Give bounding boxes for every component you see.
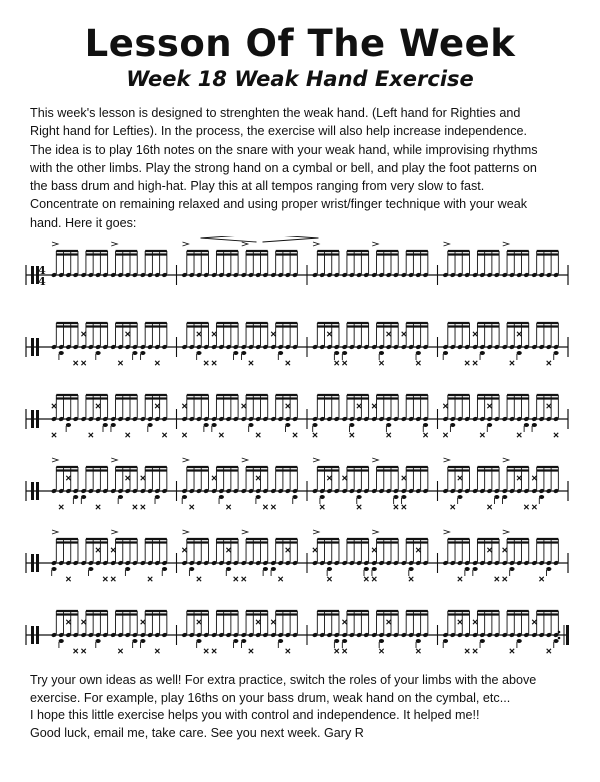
accent-mark (111, 458, 117, 462)
bass-drum-note (95, 351, 100, 355)
intro-line: Right hand for Lefties). In the process, the exercise will also help increase independence. (30, 124, 528, 139)
bass-drum-note (379, 639, 384, 643)
accent-mark (183, 458, 189, 462)
bass-drum-note (233, 639, 238, 643)
bass-drum-note (401, 495, 406, 499)
page-subtitle: Week 18 Weak Hand Exercise (126, 67, 474, 91)
bass-drum-note (59, 351, 64, 355)
bass-drum-note (292, 495, 297, 499)
intro-line: The idea is to play 16th notes on the snare with your weak hand, while improvising rhythms (30, 142, 538, 157)
closing-line: exercise. For example, play 16ths on your bass drum, weak hand on the cymbal, etc... (30, 690, 511, 705)
bass-drum-note (59, 639, 64, 643)
bass-drum-note (502, 495, 507, 499)
accent-mark (444, 458, 450, 462)
time-signature-bottom: 4 (38, 275, 46, 288)
page-title: Lesson Of The Week (84, 22, 516, 65)
bass-drum-note (103, 423, 108, 427)
bass-drum-note (487, 423, 492, 427)
bass-drum-note (95, 639, 100, 643)
bass-drum-note (457, 495, 462, 499)
percussion-clef (31, 554, 34, 572)
bass-drum-note (342, 639, 347, 643)
bass-drum-note (416, 351, 421, 355)
bass-drum-note (473, 567, 478, 571)
bass-drum-note (480, 351, 485, 355)
accent-mark (242, 458, 248, 462)
accent-mark (444, 530, 450, 534)
time-signature-top: 4 (38, 264, 46, 277)
accent-mark (372, 242, 378, 246)
percussion-clef (36, 482, 39, 500)
bass-drum-note (320, 495, 325, 499)
accent-mark (52, 242, 58, 246)
accent-mark (52, 458, 58, 462)
accent-mark (313, 458, 319, 462)
percussion-clef (36, 410, 39, 428)
bass-drum-note (256, 495, 261, 499)
accent-mark (503, 458, 509, 462)
intro-paragraph (30, 104, 578, 232)
bass-drum-note (517, 639, 522, 643)
bass-drum-note (480, 639, 485, 643)
bass-drum-note (81, 495, 86, 499)
bass-drum-note (327, 567, 332, 571)
bass-drum-note (539, 495, 544, 499)
percussion-clef (36, 626, 39, 644)
percussion-clef (31, 338, 34, 356)
accent-mark (503, 242, 509, 246)
bass-drum-note (443, 351, 448, 355)
bass-drum-note (553, 639, 558, 643)
intro-line: with the other limbs. Play the strong hand on a cymbal or bell, and play the foot patterns on (30, 160, 537, 175)
accent-mark (183, 242, 189, 246)
bass-drum-note (51, 567, 56, 571)
closing-line: Good luck, email me, take care. See you next week. Gary R (30, 725, 364, 740)
bass-drum-note (517, 351, 522, 355)
accent-mark (444, 242, 450, 246)
bass-drum-note (465, 567, 470, 571)
bass-drum-note (204, 423, 209, 427)
drum-notation (0, 236, 600, 661)
bass-drum-note (212, 423, 217, 427)
bass-drum-note (132, 639, 137, 643)
accent-mark (372, 530, 378, 534)
decrescendo-hairpin (263, 236, 319, 242)
intro-line: Concentrate on remaining relaxed and using proper wrist/finger technique with your weak (30, 197, 528, 212)
bass-drum-note (125, 567, 130, 571)
bass-drum-note (532, 423, 537, 427)
intro-line: This week's lesson is designed to strenghten the weak hand. (Left hand for Righties and (30, 106, 521, 120)
repeat-dot (558, 637, 561, 640)
percussion-clef (31, 266, 34, 284)
bass-drum-note (450, 423, 455, 427)
intro-line: the bass drum and high-hat. Play this at all tempos ranging from very slow to fast. (30, 179, 485, 194)
accent-mark (52, 530, 58, 534)
accent-mark (183, 530, 189, 534)
percussion-clef (31, 626, 34, 644)
bass-drum-note (241, 351, 246, 355)
bass-drum-note (342, 351, 347, 355)
accent-mark (111, 242, 117, 246)
bass-drum-note (386, 423, 391, 427)
bass-drum-note (140, 351, 145, 355)
bass-drum-note (334, 351, 339, 355)
bass-drum-note (226, 567, 231, 571)
bass-drum-note (73, 495, 78, 499)
crescendo-hairpin (201, 236, 257, 242)
bass-drum-note (553, 351, 558, 355)
bass-drum-note (271, 567, 276, 571)
bass-drum-note (155, 495, 160, 499)
bass-drum-note (196, 639, 201, 643)
bass-drum-note (409, 567, 414, 571)
bass-drum-note (278, 639, 283, 643)
accent-mark (372, 458, 378, 462)
accent-mark (111, 530, 117, 534)
bass-drum-note (393, 495, 398, 499)
closing-paragraph (30, 672, 590, 742)
bass-drum-note (248, 423, 253, 427)
bass-drum-note (334, 639, 339, 643)
percussion-clef (36, 554, 39, 572)
accent-mark (313, 530, 319, 534)
percussion-clef (36, 338, 39, 356)
bass-drum-note (132, 351, 137, 355)
bass-drum-note (148, 423, 153, 427)
bass-drum-note (416, 639, 421, 643)
bass-drum-note (509, 567, 514, 571)
final-barline (566, 625, 569, 645)
bass-drum-note (278, 351, 283, 355)
intro-line: hand. Here it goes: (30, 215, 137, 230)
bass-drum-note (88, 567, 93, 571)
bass-drum-note (140, 639, 145, 643)
bass-drum-note (196, 351, 201, 355)
bass-drum-note (233, 351, 238, 355)
bass-drum-note (66, 423, 71, 427)
bass-drum-note (219, 495, 224, 499)
bass-drum-note (372, 567, 377, 571)
bass-drum-note (379, 351, 384, 355)
accent-mark (242, 242, 248, 246)
bass-drum-note (241, 639, 246, 643)
bass-drum-note (182, 495, 187, 499)
bass-drum-note (356, 495, 361, 499)
bass-drum-note (189, 567, 194, 571)
bass-drum-note (524, 423, 529, 427)
bass-drum-note (312, 423, 317, 427)
bass-drum-note (364, 567, 369, 571)
percussion-clef (31, 482, 34, 500)
bass-drum-note (162, 567, 167, 571)
bass-drum-note (546, 567, 551, 571)
accent-mark (242, 530, 248, 534)
percussion-clef (31, 410, 34, 428)
bass-drum-note (349, 423, 354, 427)
bass-drum-note (443, 639, 448, 643)
bass-drum-note (494, 495, 499, 499)
bass-drum-note (118, 495, 123, 499)
accent-mark (313, 242, 319, 246)
closing-line: I hope this little exercise helps you with control and independence. It helped me!! (30, 708, 480, 722)
bass-drum-note (423, 423, 428, 427)
bass-drum-note (111, 423, 116, 427)
bass-drum-note (263, 567, 268, 571)
closing-line: Try your own ideas as well! For extra practice, switch the roles of your limbs with the above (30, 673, 537, 687)
bass-drum-note (285, 423, 290, 427)
accent-mark (503, 530, 509, 534)
